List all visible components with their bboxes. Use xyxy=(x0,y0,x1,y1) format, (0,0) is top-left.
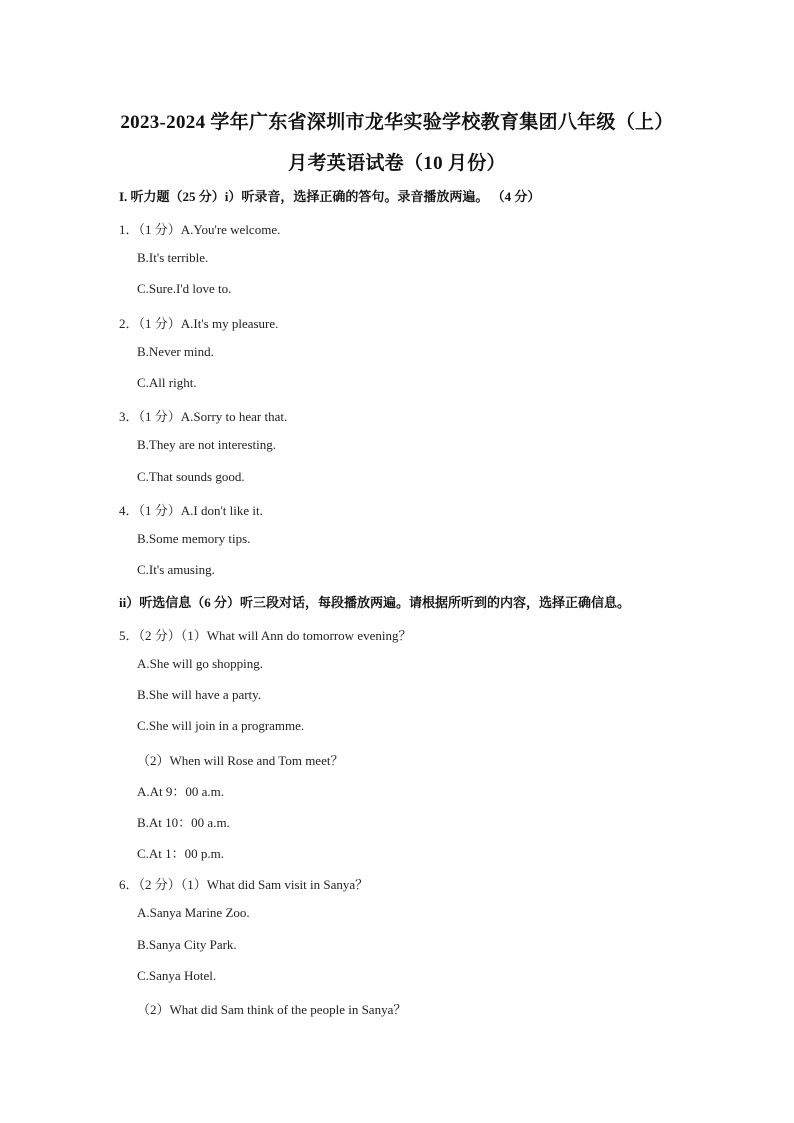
question-6-option-c: C.Sanya Hotel. xyxy=(137,968,217,983)
page-title-line-2: 月考英语试卷（10 月份） xyxy=(288,153,506,174)
question-6-sub-2-stem: （2）What did Sam think of the people in Sanya？ xyxy=(137,1002,407,1017)
question-5-option-c: C.She will join in a programme. xyxy=(137,718,305,733)
question-2-option-c: C.All right. xyxy=(137,375,197,390)
section-heading-listening: I. 听力题（25 分）i）听录音，选择正确的答句。录音播放两遍。 （4 分） xyxy=(119,189,541,204)
question-3-option-c: C.That sounds good. xyxy=(137,469,245,484)
question-4-option-b: B.Some memory tips. xyxy=(137,531,251,546)
question-2-option-b: B.Never mind. xyxy=(137,344,214,359)
question-5-stem: 5．（2 分）（1）What will Ann do tomorrow evening？ xyxy=(119,628,412,643)
question-4-stem: 4．（1 分）A.I don't like it. xyxy=(119,503,263,518)
page-title-line-1: 2023-2024 学年广东省深圳市龙华实验学校教育集团八年级（上） xyxy=(120,112,674,133)
question-5-option-b: B.She will have a party. xyxy=(137,687,262,702)
question-1-stem: 1．（1 分）A.You're welcome. xyxy=(119,222,281,237)
question-5-sub-2-option-b: B.At 10：00 a.m. xyxy=(137,815,230,830)
question-6-stem: 6．（2 分）（1）What did Sam visit in Sanya？ xyxy=(119,877,369,892)
question-1-option-b: B.It's terrible. xyxy=(137,250,209,265)
section-heading-info: ii）听选信息（6 分）听三段对话，每段播放两遍。请根据所听到的内容，选择正确信息。 xyxy=(119,595,630,610)
question-4-option-c: C.It's amusing. xyxy=(137,562,215,577)
question-5-sub-2-option-c: C.At 1：00 p.m. xyxy=(137,846,225,861)
question-6-option-b: B.Sanya City Park. xyxy=(137,937,237,952)
question-5-option-a: A.She will go shopping. xyxy=(137,656,264,671)
question-5-sub-2-option-a: A.At 9：00 a.m. xyxy=(137,784,225,799)
question-5-sub-2-stem: （2）When will Rose and Tom meet？ xyxy=(137,753,344,768)
question-1-option-c: C.Sure.I'd love to. xyxy=(137,281,232,296)
question-2-stem: 2．（1 分）A.It's my pleasure. xyxy=(119,316,279,331)
question-3-option-b: B.They are not interesting. xyxy=(137,437,276,452)
question-3-stem: 3．（1 分）A.Sorry to hear that. xyxy=(119,409,288,424)
question-6-option-a: A.Sanya Marine Zoo. xyxy=(137,905,250,920)
